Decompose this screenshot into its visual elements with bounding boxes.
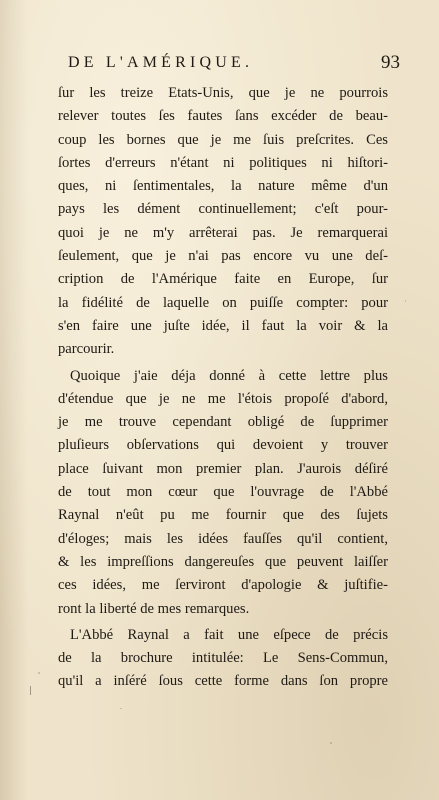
text-line: L'Abbé Raynal a fait une eſpece de précis — [70, 626, 388, 643]
text-line: place ſuivant mon premier plan. J'aurois déſiré — [58, 460, 388, 477]
text-line: s'en faire une juſte idée, il faut la voir & la — [58, 317, 388, 334]
text-line: coup les bornes que je me ſuis preſcrites. Ces — [58, 131, 388, 148]
text-line: je me trouve cependant obligé de ſupprimer — [58, 414, 388, 431]
paragraph — [58, 82, 388, 362]
body-text — [58, 82, 388, 694]
paper-speck — [330, 742, 332, 744]
text-line: & les impreſſions dangereuſes que peuvent laiſſer — [58, 553, 388, 570]
paper-speck — [38, 672, 40, 674]
text-line: ques, ni ſentimentales, la nature même d'un — [58, 178, 388, 195]
text-line: ces idées, me ſerviront d'apologie & juſtifie- — [58, 577, 388, 594]
paragraph — [58, 624, 388, 694]
text-line: cription de l'Amérique faite en Europe, ſur — [58, 271, 388, 288]
text-line: pluſieurs obſervations qui devoient y trouver — [58, 437, 388, 454]
text-line: Quoique j'aie déja donné à cette lettre plus — [70, 367, 388, 384]
paragraph — [58, 365, 388, 621]
text-line: relever toutes ſes fautes ſans excéder de beau- — [58, 108, 388, 125]
text-line: pays les dément continuellement; c'eſt pour- — [58, 201, 388, 218]
text-line: d'étendue que je ne me l'étois propoſé d'abord, — [58, 390, 388, 407]
text-line: d'éloges; mais les idées fauſſes qu'il contient, — [58, 530, 388, 547]
text-line: quoi je ne m'y arrêterai pas. Je remarquerai — [58, 224, 388, 241]
text-line: Raynal n'eût pu me fournir que des ſujets — [58, 507, 388, 524]
paper-speck — [120, 708, 122, 709]
text-line: ſortes d'erreurs n'étant ni politiques ni hiſtori- — [58, 154, 388, 171]
page-number: 93 — [381, 52, 400, 73]
text-line: la fidélité de laquelle on puiſſe compter: pour — [58, 294, 388, 311]
text-line: ſeulement, que je n'ai pas encore vu une deſ- — [58, 248, 388, 265]
text-line: parcourir. — [58, 341, 115, 358]
text-line: ſur les treize Etats-Unis, que je ne pourrois — [58, 85, 388, 101]
text-line: qu'il a inſéré ſous cette forme dans ſon propre — [58, 673, 388, 690]
paper-speck — [405, 300, 406, 302]
paper-mark — [30, 686, 31, 695]
text-line: de tout mon cœur que l'ouvrage de l'Abbé — [58, 484, 388, 501]
text-line: ront la liberté de mes remarques. — [58, 600, 250, 617]
running-head — [60, 52, 400, 78]
running-head-title: DE L'AMÉRIQUE. — [68, 54, 254, 71]
text-line: de la brochure intitulée: Le Sens-Commun, — [58, 650, 388, 667]
